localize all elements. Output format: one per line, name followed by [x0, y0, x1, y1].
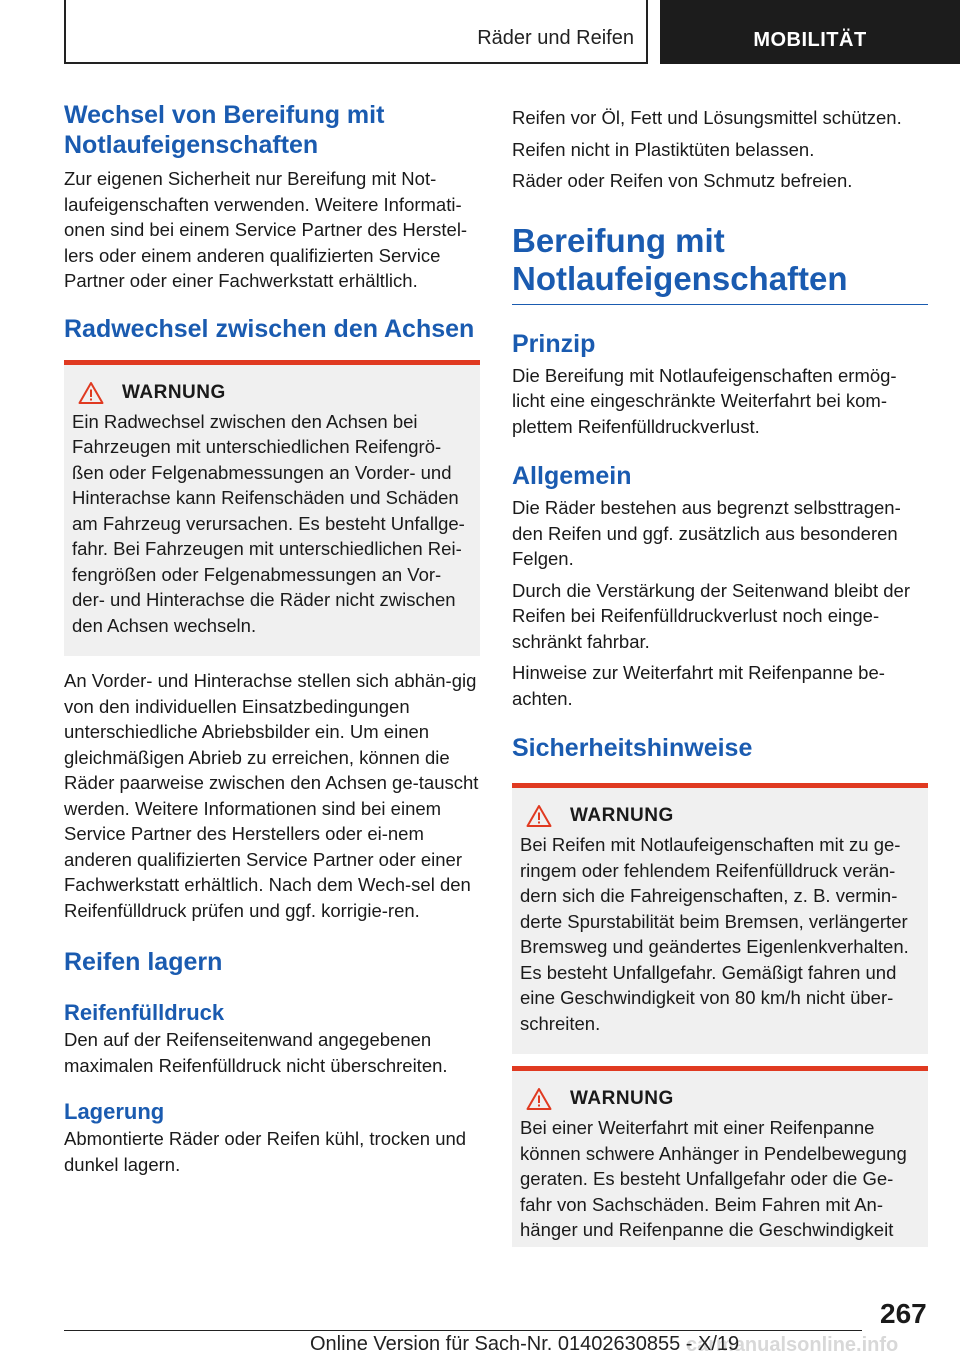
warning-box-anhaenger — [512, 1066, 928, 1247]
heading-lagerung: Lagerung — [64, 1099, 165, 1124]
paragraph-prinzip: Die Bereifung mit Notlaufeigenschaften ermög-licht eine eingeschränkte Weiterfahrt bei kom-plettem Reifenfülldruckverlust. — [512, 364, 897, 437]
header-section-label: Räder und Reifen — [477, 27, 634, 49]
warning-title: WARNUNG — [570, 1088, 674, 1109]
heading-sicherheitshinweise: Sicherheitshinweise — [512, 734, 753, 762]
page-number: 267 — [880, 1298, 927, 1329]
warning-triangle-icon — [526, 804, 552, 828]
paragraph-wechsel: Zur eigenen Sicherheit nur Bereifung mit Not-laufeigenschaften verwenden. Weitere Informati-onen sind bei einem Service Partner des Herstel-lers oder einem anderen qualifizierten Service Partner oder einer Fachwerkstatt erhältlich. — [64, 168, 468, 291]
warning-title: WARNUNG — [122, 381, 226, 403]
warning-triangle-icon — [78, 381, 104, 405]
footer-online-version: Online Version für Sach-Nr. 01402630855 - X/19 — [310, 1333, 740, 1355]
warning-text: Bei Reifen mit Notlaufeigenschaften mit zu ge-ringem oder fehlendem Reifenfülldruck verän-dern sich die Fahreigenschaften, z. B. vermin-derte Spurstabilität beim Bremsen, verlängerter Bremsweg und geändertes Eigenlenkverhalten. Es besteht Unfallgefahr. Gemäßigt fahren und eine Geschwindigkeit von 80 km/h nicht über-schreiten. — [520, 834, 909, 1034]
warning-box-notlauf — [512, 783, 928, 1054]
heading-prinzip: Prinzip — [512, 329, 596, 358]
paragraph-allgemein-3: Hinweise zur Weiterfahrt mit Reifenpanne be-achten. — [512, 662, 885, 709]
header-chapter-label: MOBILITÄT — [753, 29, 867, 51]
heading-wechsel: Wechsel von Bereifung mit Notlaufeigenschaften — [64, 101, 385, 159]
warning-text: Bei einer Weiterfahrt mit einer Reifenpanne können schwere Anhänger in Pendelbewegung geraten. Es besteht Unfallgefahr oder die Ge-fahr von Sachschäden. Beim Fahren mit An-hänger und Reifenpanne die Geschwindigkeit — [520, 1117, 907, 1240]
paragraph-allgemein-2: Durch die Verstärkung der Seitenwand bleibt der Reifen bei Reifenfülldruckverlust noch einge-schränkt fahrbar. — [512, 579, 910, 652]
warning-box-radwechsel — [64, 360, 480, 657]
heading-reifen-lagern: Reifen lagern — [64, 948, 223, 976]
paragraph-oel: Reifen vor Öl, Fett und Lösungsmittel schützen. — [512, 107, 902, 128]
footer-watermark: carmanualsonline.info — [686, 1334, 899, 1356]
paragraph-reifenfuelldruck: Den auf der Reifenseitenwand angegebenen maximalen Reifenfülldruck nicht überschreiten. — [64, 1029, 448, 1076]
header-chapter-tab — [660, 0, 960, 64]
left-column — [64, 100, 480, 1177]
header-section-tab — [64, 0, 648, 64]
warning-triangle-icon — [526, 1087, 552, 1111]
heading-radwechsel: Radwechsel zwischen den Achsen — [64, 314, 475, 343]
footer-rule — [64, 1330, 862, 1331]
warning-header — [520, 1087, 920, 1111]
heading-reifenfuelldruck: Reifenfülldruck — [64, 1000, 225, 1025]
warning-header — [72, 381, 472, 405]
paragraph-schmutz: Räder oder Reifen von Schmutz befreien. — [512, 170, 853, 191]
warning-header — [520, 804, 920, 828]
paragraph-abrieb: An Vorder- und Hinterachse stellen sich abhän-gig von den individuellen Einsatzbedingungen unterschiedliche Abriebsbilder ein. Um einen gleichmäßigen Abrieb zu erreichen, können die Räder paarweise zwischen den Achsen ge-tauscht werden. Weitere Informationen sind bei einem Service Partner des Herstellers oder ei-nem anderen qualifizierten Service Partner oder einer Fachwerkstatt erhältlich. Nach dem Wech-sel den Reifenfülldruck prüfen und ggf. korrigie-ren. — [64, 670, 479, 921]
right-column — [512, 100, 928, 1247]
warning-title: WARNUNG — [570, 805, 674, 826]
warning-text: Ein Radwechsel zwischen den Achsen bei Fahrzeugen mit unterschiedlichen Reifengrö-ßen oder Felgenabmessungen an Vorder- und Hinterachse kann Reifenschäden und Schäden am Fahrzeug verursachen. Es besteht Unfallge-fahr. Bei Fahrzeugen mit unterschiedlichen Rei-fengrößen oder Felgenabmessungen an Vor-der- und Hinterachse die Räder nicht zwischen den Achsen wechseln. — [72, 410, 465, 636]
heading-bereifung: Bereifung mit Notlaufeigenschaften — [512, 221, 848, 297]
section-heading-rule — [512, 222, 928, 305]
paragraph-plastik: Reifen nicht in Plastiktüten belassen. — [512, 138, 815, 160]
paragraph-lagerung: Abmontierte Räder oder Reifen kühl, trocken und dunkel lagern. — [64, 1128, 467, 1175]
heading-allgemein: Allgemein — [512, 462, 632, 490]
paragraph-allgemein-1: Die Räder bestehen aus begrenzt selbsttragen-den Reifen und ggf. zusätzlich aus besonderen Felgen. — [512, 497, 901, 569]
